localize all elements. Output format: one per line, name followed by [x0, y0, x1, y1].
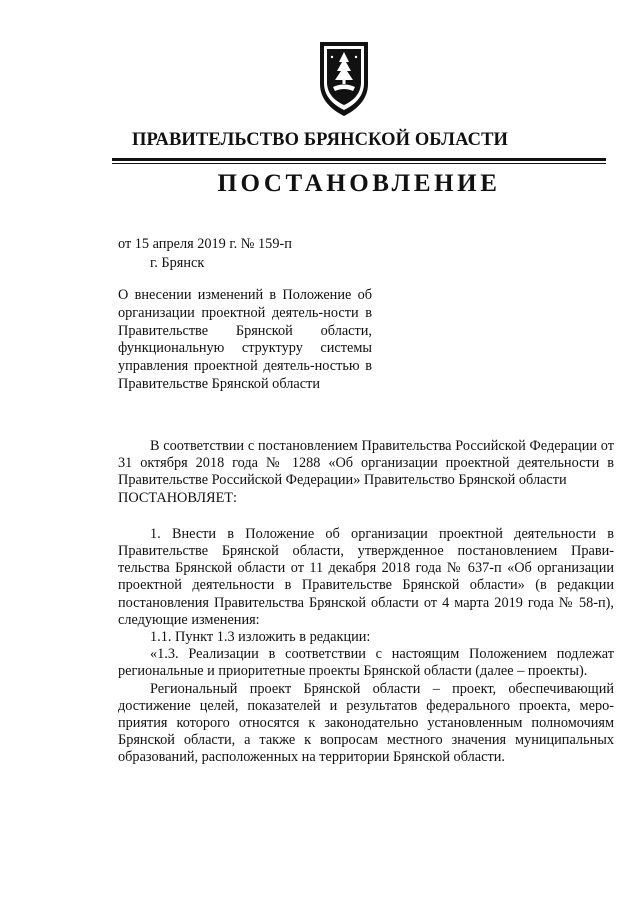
header-rule-thin	[112, 163, 606, 164]
document-body	[118, 438, 614, 767]
item-1-paragraph: 1. Внести в Положение об организации проектной деятельности в Правительстве Брянской области, утвержденное постановлением Прави-тельства Брянской области от 11 декабря 2018 года № 637-п «Об организации проектной деятельности в Правительстве Брянской области» (в редакции постановления Правительства Брянской области от 4 марта 2019 года № 58-п), следующие изменения:	[118, 525, 614, 628]
header-rule-thick	[112, 158, 606, 161]
regional-project-paragraph: Региональный проект Брянской области – проект, обеспечивающий достижение целей, показателей и результатов федерального проекта, меро-приятия которого относятся к законодательно установленным полномочиям Брянской области, а также к вопросам местного значения муниципальных образований, расположенных на территории Брянской области.	[118, 680, 614, 766]
document-date-number: от 15 апреля 2019 г. № 159-п	[118, 236, 292, 252]
item-1-1-paragraph: 1.1. Пункт 1.3 изложить в редакции:	[150, 629, 371, 646]
resolves-heading: ПОСТАНОВЛЯЕТ:	[118, 489, 238, 506]
document-city: г. Брянск	[150, 255, 205, 271]
quote-1-3-paragraph: «1.3. Реализации в соответствии с настоящим Положением подлежат региональные и приоритетные проекты Брянской области (далее – проекты).	[118, 646, 614, 680]
coat-of-arms-icon	[316, 38, 372, 118]
organization-name: ПРАВИТЕЛЬСТВО БРЯНСКОЙ ОБЛАСТИ	[131, 130, 508, 150]
document-type-title: ПОСТАНОВЛЕНИЕ	[217, 170, 501, 197]
preamble-paragraph: В соответствии с постановлением Правительства Российской Федерации от 31 октября 2018 года № 1288 «Об организации проектной деятельности в Правительстве Российской Федерации» Правительство Брянской области	[118, 438, 614, 489]
document-subject: О внесении изменений в Положение об организации проектной деятель-ности в Правительстве Брянской области, функциональную структуру системы управления проектной деятель-ностью в Правительстве Брянской области	[118, 287, 372, 392]
